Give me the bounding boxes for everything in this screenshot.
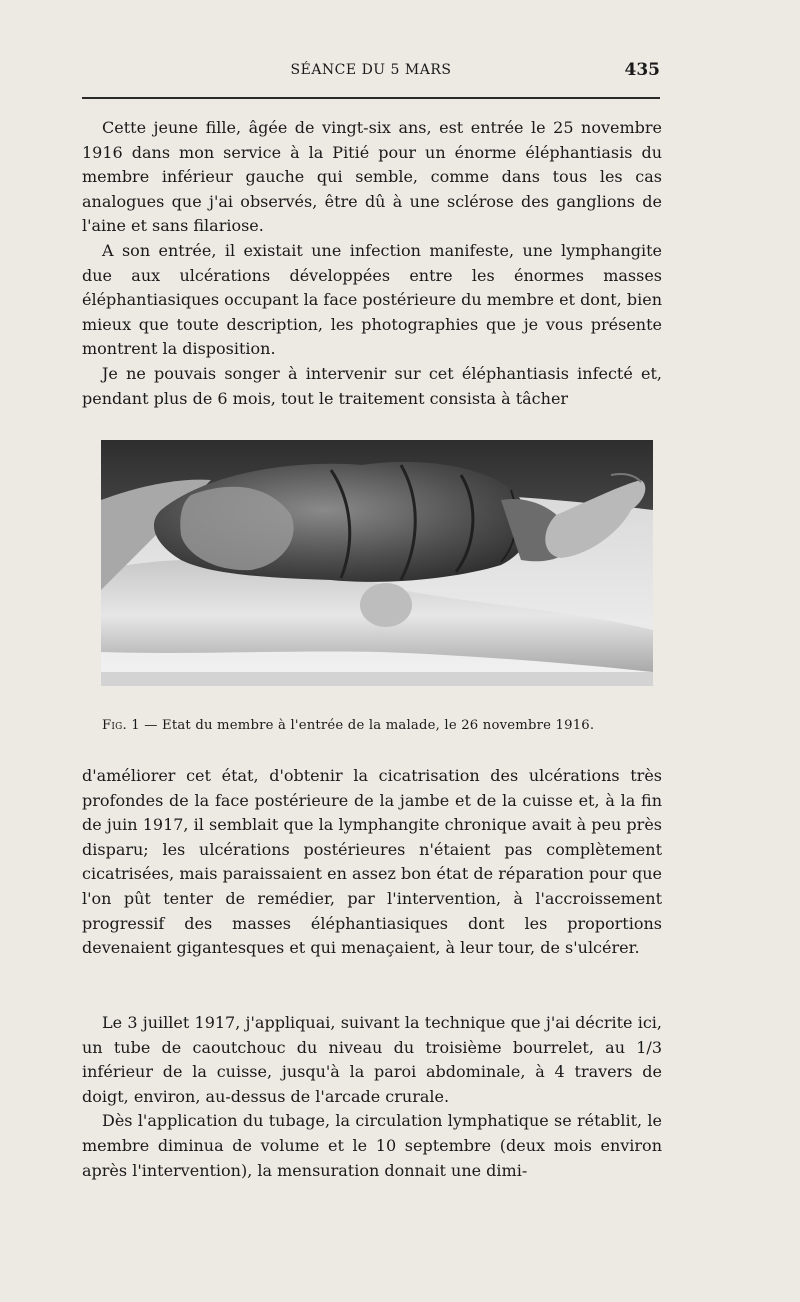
running-title: SÉANCE DU 5 MARS	[290, 62, 452, 78]
paragraph: Cette jeune fille, âgée de vingt-six ans, est entrée le 25 novembre 1916 dans mon service à la Pitié pour un énorme éléphantiasis du membre inférieur gauche qui semble, comme dans tous les cas analogues que j'ai observés, être dû à une sclérose des ganglions de l'aine et sans filariose.	[82, 118, 662, 236]
paragraph: Je ne pouvais songer à intervenir sur cet éléphantiasis infecté et, pendant plus de 6 mois, tout le traitement consista à tâcher	[82, 363, 662, 408]
paragraph: Dès l'application du tubage, la circulation lymphatique se rétablit, le membre diminua de volume et le 10 septembre (deux mois environ après l'intervention), la mensuration donnait une dimi-	[82, 1111, 662, 1180]
figure-caption	[102, 718, 662, 733]
text-block-middle	[82, 764, 662, 961]
page-number: 435	[624, 60, 660, 80]
paragraph: Le 3 juillet 1917, j'appliquai, suivant la technique que j'ai décrite ici, un tube de caoutchouc du niveau du troisième bourrelet, au 1/3 inférieur de la cuisse, jusqu'à la paroi abdominale, à 4 travers de doigt, environ, au-dessus de l'arcade crurale.	[82, 1013, 662, 1106]
header-rule	[82, 97, 660, 99]
figure-caption-text: — Etat du membre à l'entrée de la malade, le 26 novembre 1916.	[139, 718, 595, 733]
photograph-illustration	[101, 440, 653, 686]
running-head	[82, 60, 660, 84]
paragraph: A son entrée, il existait une infection manifeste, une lymphangite due aux ulcérations développées entre les énormes masses éléphantiasiques occupant la face postérieure du membre et dont, bien mieux que toute description, les photographies que je vous présente montrent la disposition.	[82, 240, 662, 359]
figure-label: Fig. 1	[102, 718, 140, 733]
paragraph-continued: d'améliorer cet état, d'obtenir la cicatrisation des ulcérations très profondes de la face postérieure de la jambe et de la cuisse et, à la fin de juin 1917, il semblait que la lymphangite chronique avait à peu près disparu; les ulcérations postérieures n'étaient pas complètement cicatrisées, mais paraissaient en assez bon état de réparation pour que l'on pût tenter de remédier, par l'intervention, à l'accroissement progressif des masses éléphantiasiques dont les proportions devenaient gigantesques et qui menaçaient, à leur tour, de s'ulcérer.	[82, 766, 662, 958]
text-block-top	[82, 116, 662, 411]
patient-leg-photograph	[101, 440, 653, 686]
text-block-bottom	[82, 1011, 662, 1183]
